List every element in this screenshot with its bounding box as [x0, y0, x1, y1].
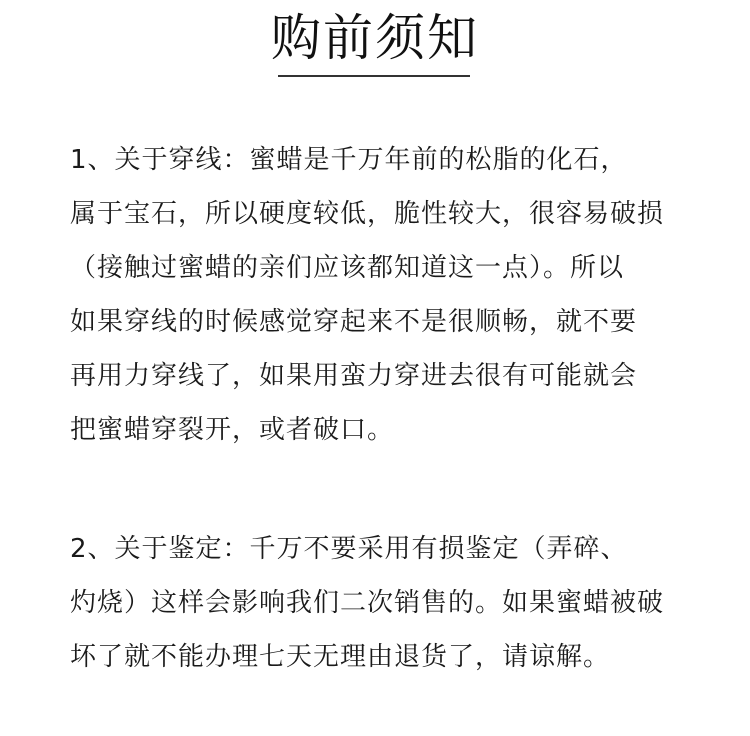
page-title: 购前须知: [271, 9, 479, 67]
paragraph-line: 2、关于鉴定：千万不要采用有损鉴定（弄碎、: [70, 534, 628, 564]
notice-section-threading: [70, 133, 730, 457]
paragraph-line: 坏了就不能办理七天无理由退货了，请谅解。: [70, 642, 611, 672]
paragraph-line: 把蜜蜡穿裂开，或者破口。: [70, 415, 395, 445]
paragraph-line: 1、关于穿线：蜜蜡是千万年前的松脂的化石，: [70, 145, 628, 175]
paragraph-line: 灼烧）这样会影响我们二次销售的。如果蜜蜡被破: [70, 588, 665, 618]
paragraph-line: 再用力穿线了，如果用蛮力穿进去很有可能就会: [70, 361, 638, 391]
paragraph-line: 属于宝石，所以硬度较低，脆性较大，很容易破损: [70, 199, 665, 229]
paragraph-line: 如果穿线的时候感觉穿起来不是很顺畅，就不要: [70, 307, 638, 337]
paragraph-line: （接触过蜜蜡的亲们应该都知道这一点）。所以: [70, 253, 625, 283]
title-underline: [278, 75, 470, 77]
notice-section-appraisal: [70, 522, 730, 684]
